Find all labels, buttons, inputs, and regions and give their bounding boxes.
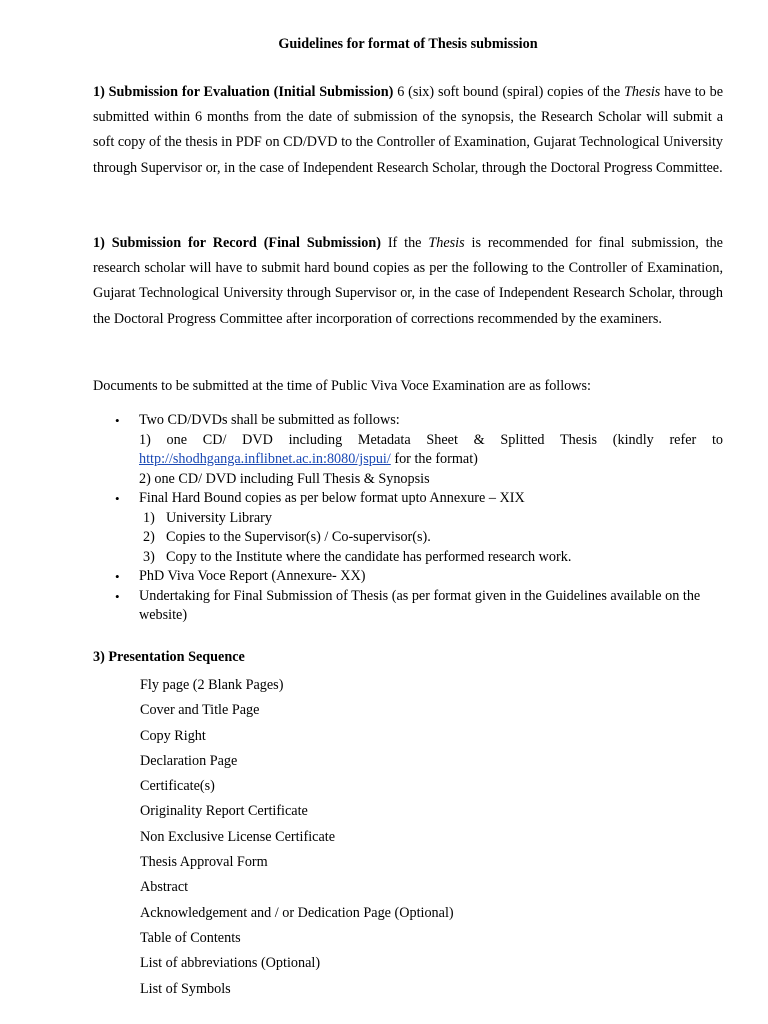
cd-item-text: 1) one CD/ DVD including Metadata Sheet & Splitted Thesis (kindly refer to [139, 431, 723, 448]
list-item [93, 567, 723, 587]
section-text: If the [380, 235, 429, 251]
list-item [93, 587, 723, 626]
copy-item [139, 548, 723, 568]
list-item: Thesis Approval Form [140, 854, 268, 871]
copy-item-number: 3) [143, 548, 155, 565]
copy-item-number: 1) [143, 509, 155, 526]
list-item: Cover and Title Page [140, 702, 260, 719]
section-text: 6 (six) soft bound (spiral) copies of the [393, 84, 625, 100]
section-heading: 1) Submission for Record (Final Submission) [93, 235, 381, 251]
section-text: is recommended for final submission, the research scholar will have to submit hard bound copies as per the following to the Controller of Examination, Gujarat Technological University through Supervisor or, in the case of Independent Research Scholar, through the Doctoral Progress Committee after incorporation of corrections recommended by the examiners. [93, 235, 723, 327]
documents-intro: Documents to be submitted at the time of Public Viva Voce Examination are as follows: [93, 378, 591, 394]
section-initial-submission [93, 80, 723, 181]
list-item: Fly page (2 Blank Pages) [140, 677, 284, 693]
cd-item-1 [139, 431, 723, 470]
documents-list [93, 411, 723, 626]
copy-item-text: Copy to the Institute where the candidate has performed research work. [166, 548, 572, 565]
copy-item [139, 509, 723, 529]
copy-item-text: University Library [166, 509, 272, 526]
list-item [93, 489, 723, 567]
bullet-icon: • [115, 588, 120, 604]
page-title: Guidelines for format of Thesis submission [278, 36, 538, 52]
bullet-label: Undertaking for Final Submission of Thesis (as per format given in the Guidelines available on the website) [139, 587, 701, 623]
list-item: Acknowledgement and / or Dedication Page (Optional) [140, 904, 454, 921]
bullet-icon: • [115, 491, 120, 506]
bullet-icon: • [115, 569, 120, 584]
bullet-icon: • [115, 413, 120, 428]
cd-item-2: 2) one CD/ DVD including Full Thesis & Synopsis [139, 470, 430, 487]
copy-item-number: 2) [143, 529, 155, 545]
section-heading: 3) Presentation Sequence [93, 649, 245, 665]
cd-item-suffix: for the format) [390, 451, 478, 467]
list-item: List of Symbols [140, 980, 231, 997]
section-heading: 1) Submission for Evaluation (Initial Submission) [93, 84, 394, 100]
list-item: Declaration Page [140, 752, 238, 769]
list-item: Certificate(s) [140, 778, 215, 795]
copy-item-text: Copies to the Supervisor(s) / Co-supervisor(s). [166, 529, 431, 545]
section-text: have to be submitted within 6 months from the date of submission of the synopsis, the Research Scholar will submit a soft copy of the thesis in PDF on CD/DVD to the Controller of Examination, Gujarat Technological University through Supervisor or, in the case of Independent Research Scholar, through the Doctoral Progress Committee. [93, 84, 723, 176]
list-item: Originality Report Certificate [140, 803, 308, 820]
thesis-italic: Thesis [624, 84, 661, 100]
list-item: Non Exclusive License Certificate [140, 828, 336, 845]
list-item: Abstract [140, 879, 189, 896]
list-item: List of abbreviations (Optional) [140, 955, 321, 972]
copy-item [139, 528, 723, 548]
list-item [93, 411, 723, 489]
bullet-label: Two CD/DVDs shall be submitted as follows: [139, 412, 400, 428]
bullet-label: Final Hard Bound copies as per below format upto Annexure – XIX [139, 490, 525, 506]
thesis-italic: Thesis [428, 235, 465, 251]
bullet-label: PhD Viva Voce Report (Annexure- XX) [139, 568, 366, 584]
shodhganga-link[interactable]: http://shodhganga.inflibnet.ac.in:8080/jspui/ [139, 451, 391, 467]
section-final-submission [93, 231, 723, 332]
list-item: Copy Right [140, 727, 206, 744]
list-item: Table of Contents [140, 929, 241, 946]
presentation-sequence-list [140, 673, 454, 1002]
